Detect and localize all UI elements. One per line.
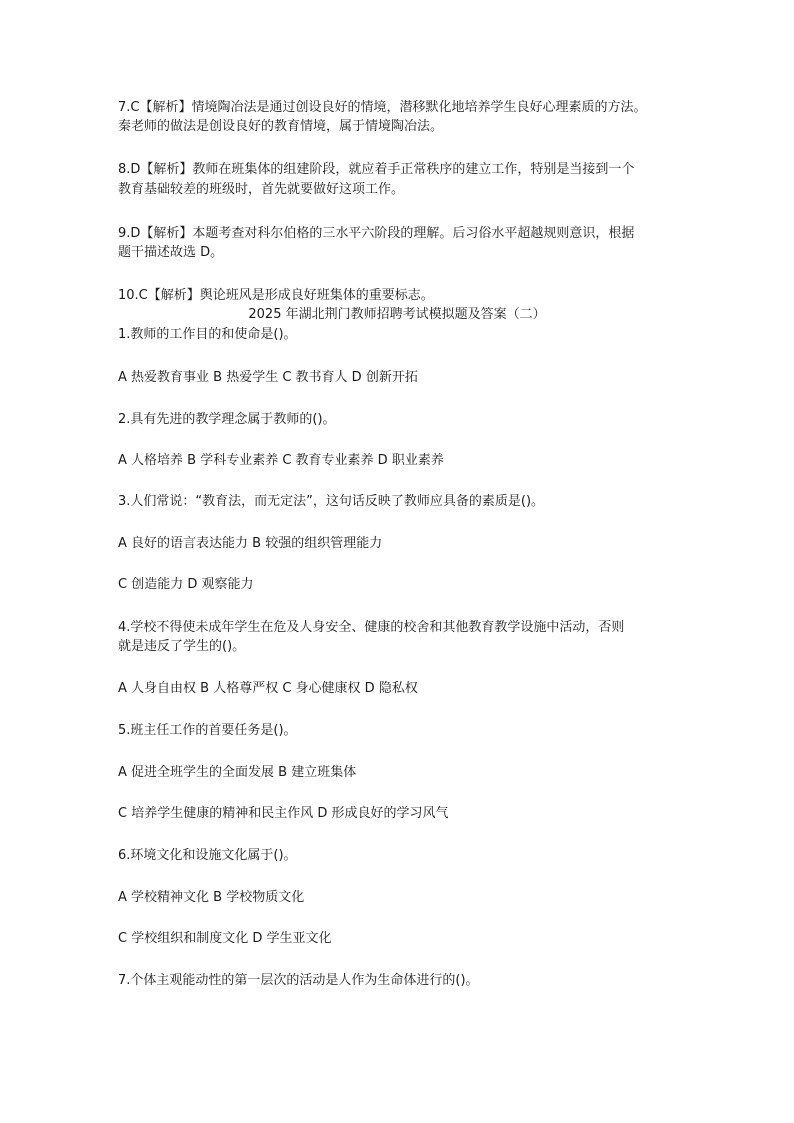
- question-4-stem-2: 就是违反了学生的()。: [118, 639, 246, 654]
- question-6-stem: 6.环境文化和设施文化属于()。: [118, 848, 297, 863]
- question-2-stem: 2.具有先进的教学理念属于教师的()。: [118, 412, 336, 427]
- question-4-stem: 4.学校不得使未成年学生在危及人身安全、健康的校舍和其他教育教学设施中活动，否则: [118, 620, 625, 635]
- question-3-options-2: C 创造能力 D 观察能力: [118, 577, 254, 592]
- question-6-options-2: C 学校组织和制度文化 D 学生亚文化: [118, 931, 332, 946]
- answer-7-line1: 7.C【解析】情境陶冶法是通过创设良好的情境，潜移默化地培养学生良好心理素质的方法。: [118, 100, 647, 115]
- question-3-options-1: A 良好的语言表达能力 B 较强的组织管理能力: [118, 536, 383, 551]
- question-6-options-1: A 学校精神文化 B 学校物质文化: [118, 890, 305, 905]
- answer-10-line1: 10.C【解析】舆论班风是形成良好班集体的重要标志。: [118, 288, 434, 303]
- question-5-stem: 5.班主任工作的首要任务是()。: [118, 723, 297, 738]
- question-1-stem: 1.教师的工作目的和使命是()。: [118, 327, 297, 342]
- answer-9-line1: 9.D【解析】本题考查对科尔伯格的三水平六阶段的理解。后习俗水平超越规则意识，根据: [118, 226, 635, 241]
- question-5-options-1: A 促进全班学生的全面发展 B 建立班集体: [118, 765, 357, 780]
- answer-8-line1: 8.D【解析】教师在班集体的组建阶段，就应着手正常秩序的建立工作，特别是当接到一个: [118, 162, 635, 177]
- question-3-stem: 3.人们常说：“教育法，而无定法”，这句话反映了教师应具备的素质是()。: [118, 494, 545, 509]
- question-5-options-2: C 培养学生健康的精神和民主作风 D 形成良好的学习风气: [118, 806, 449, 821]
- section-title: 2025 年湖北荆门教师招聘考试模拟题及答案（二）: [248, 307, 546, 322]
- answer-8-line2: 教育基础较差的班级时，首先就要做好这项工作。: [118, 182, 405, 197]
- question-2-options: A 人格培养 B 学科专业素养 C 教育专业素养 D 职业素养: [118, 453, 444, 468]
- answer-7-line2: 秦老师的做法是创设良好的教育情境，属于情境陶冶法。: [118, 119, 444, 134]
- question-1-options: A 热爱教育事业 B 热爱学生 C 教书育人 D 创新开拓: [118, 370, 418, 385]
- question-7-stem: 7.个体主观能动性的第一层次的活动是人作为生命体进行的()。: [118, 973, 479, 988]
- answer-9-line2: 题干描述故选 D。: [118, 245, 224, 260]
- question-4-options: A 人身自由权 B 人格尊严权 C 身心健康权 D 隐私权: [118, 681, 418, 696]
